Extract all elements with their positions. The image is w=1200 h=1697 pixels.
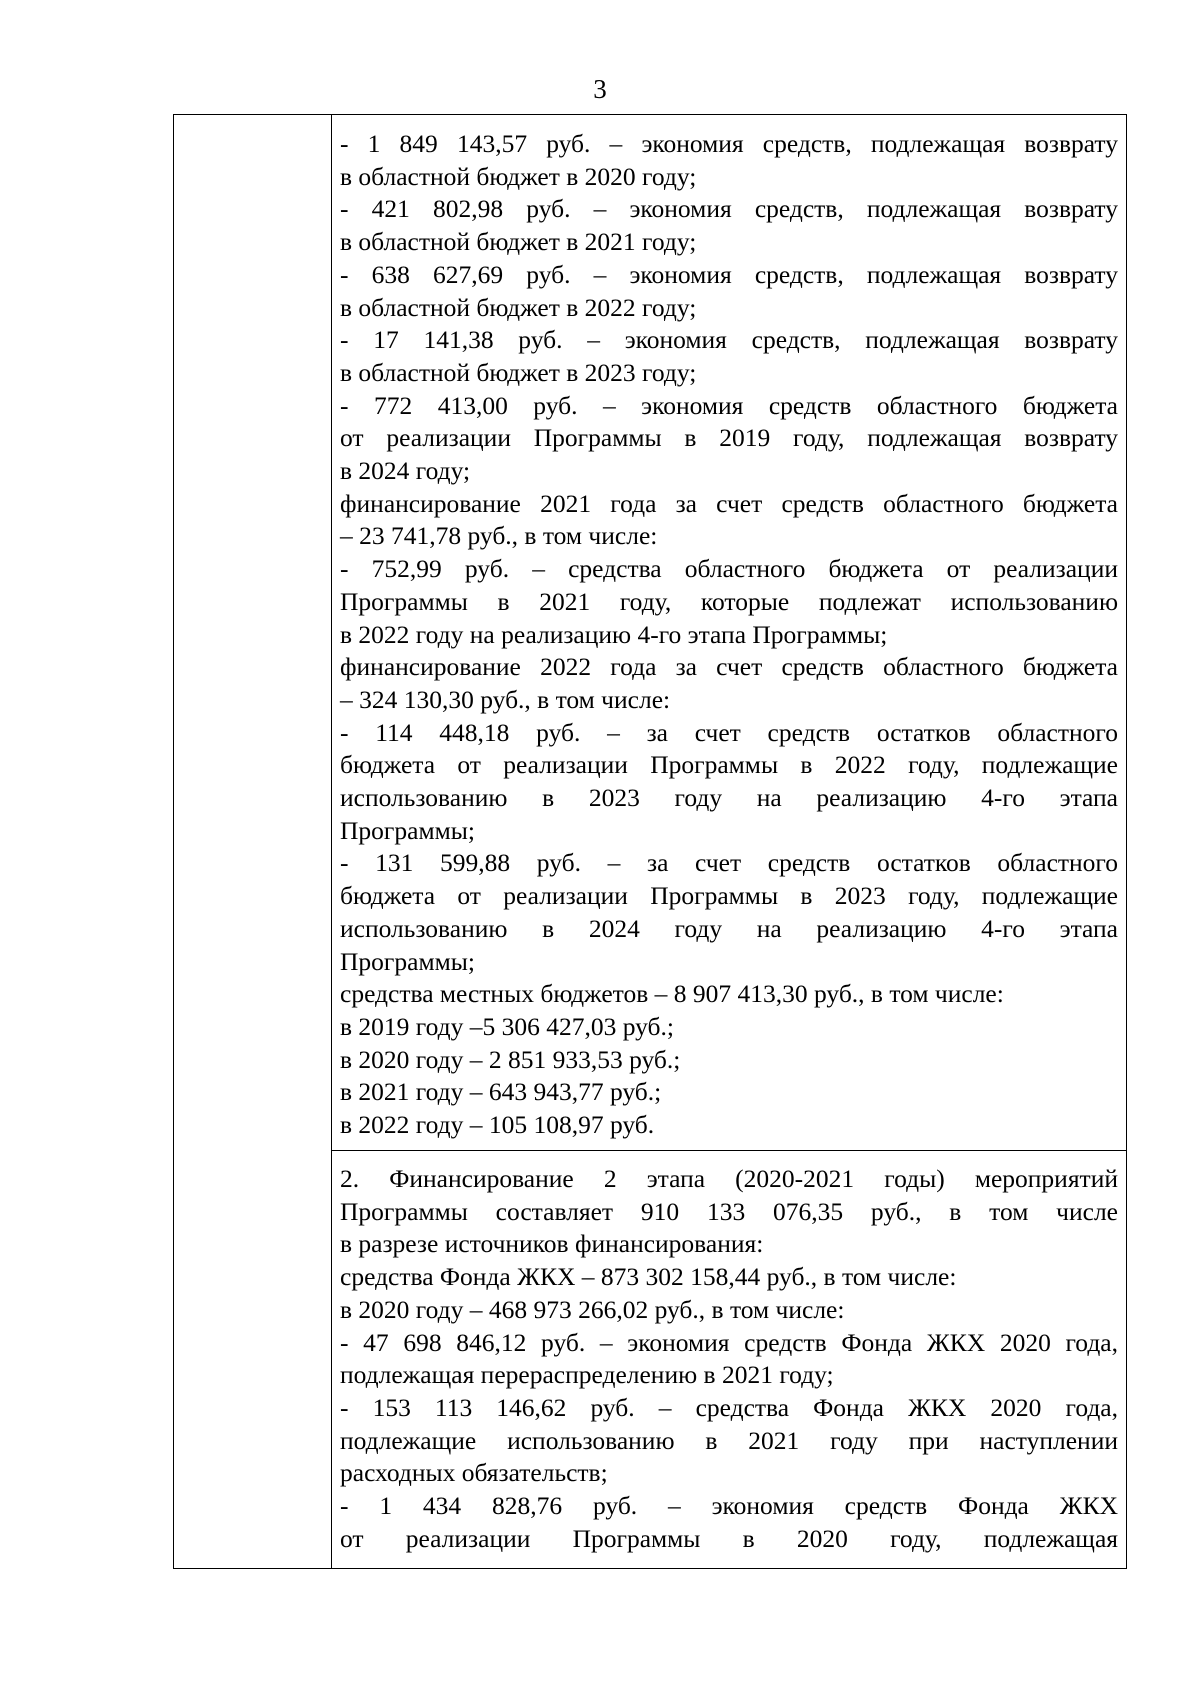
text-line: – 23 741,78 руб., в том числе:: [340, 521, 658, 551]
text-line: - 752,99 руб. – средства областного бюджета от реализации: [340, 554, 1118, 584]
text-line: - 17 141,38 руб. – экономия средств, подлежащая возврату: [340, 325, 1118, 355]
text-line: - 131 599,88 руб. – за счет средств остатков областного: [340, 848, 1118, 878]
text-line: в 2020 году – 468 973 266,02 руб., в том числе:: [340, 1294, 845, 1324]
text-line: - 638 627,69 руб. – экономия средств, подлежащая возврату: [340, 259, 1118, 289]
table-left-column: [174, 115, 332, 1568]
text-line: средства Фонда ЖКХ – 873 302 158,44 руб., в том числе:: [340, 1262, 957, 1292]
text-line: в 2021 году – 643 943,77 руб.;: [340, 1077, 662, 1107]
text-line: - 421 802,98 руб. – экономия средств, подлежащая возврату: [340, 194, 1118, 224]
text-line: расходных обязательств;: [340, 1458, 608, 1488]
text-line: средства местных бюджетов – 8 907 413,30 руб., в том числе:: [340, 979, 1004, 1009]
text-line: в областной бюджет в 2022 году;: [340, 292, 697, 322]
table-cell-stage-2-funding: [340, 1163, 1118, 1555]
text-line: использованию в 2023 году на реализацию 4-го этапа: [340, 783, 1118, 813]
table-cell-funding-details: [340, 128, 1118, 1142]
text-line: в областной бюджет в 2021 году;: [340, 227, 697, 257]
text-line: - 1 434 828,76 руб. – экономия средств Фонда ЖКХ: [340, 1491, 1118, 1521]
text-line: бюджета от реализации Программы в 2023 году, подлежащие: [340, 881, 1118, 911]
text-line: в 2024 году;: [340, 456, 471, 486]
text-line: Программы составляет 910 133 076,35 руб., в том числе: [340, 1196, 1118, 1226]
text-line: - 772 413,00 руб. – экономия средств областного бюджета: [340, 390, 1118, 420]
text-line: - 47 698 846,12 руб. – экономия средств Фонда ЖКХ 2020 года,: [340, 1327, 1118, 1357]
text-line: - 114 448,18 руб. – за счет средств остатков областного: [340, 717, 1118, 747]
text-line: в областной бюджет в 2023 году;: [340, 357, 697, 387]
text-line: бюджета от реализации Программы в 2022 году, подлежащие: [340, 750, 1118, 780]
text-line: Программы в 2021 году, которые подлежат использованию: [340, 586, 1118, 616]
text-line: от реализации Программы в 2020 году, подлежащая: [340, 1523, 1118, 1553]
table-row-divider: [332, 1150, 1126, 1151]
text-line: – 324 130,30 руб., в том числе:: [340, 684, 671, 714]
text-line: - 1 849 143,57 руб. – экономия средств, подлежащая возврату: [340, 129, 1118, 158]
text-line: в разрезе источников финансирования:: [340, 1229, 764, 1259]
page-number: 3: [593, 74, 607, 104]
text-line: в 2022 году – 105 108,97 руб.: [340, 1110, 655, 1140]
text-line: подлежащие использованию в 2021 году при наступлении: [340, 1425, 1118, 1455]
document-table: [173, 114, 1127, 1569]
text-line: от реализации Программы в 2019 году, подлежащая возврату: [340, 423, 1118, 453]
text-line: подлежащая перераспределению в 2021 году;: [340, 1360, 834, 1390]
text-line: финансирование 2022 года за счет средств областного бюджета: [340, 652, 1118, 682]
text-line: Программы;: [340, 946, 475, 976]
text-line: использованию в 2024 году на реализацию 4-го этапа: [340, 913, 1118, 943]
text-line: 2. Финансирование 2 этапа (2020-2021 годы) мероприятий: [340, 1164, 1118, 1193]
text-line: в областной бюджет в 2020 году;: [340, 161, 697, 191]
text-line: в 2022 году на реализацию 4-го этапа Программы;: [340, 619, 888, 649]
text-line: в 2019 году –5 306 427,03 руб.;: [340, 1011, 674, 1041]
text-line: - 153 113 146,62 руб. – средства Фонда ЖКХ 2020 года,: [340, 1392, 1118, 1422]
text-line: в 2020 году – 2 851 933,53 руб.;: [340, 1044, 681, 1074]
text-line: финансирование 2021 года за счет средств областного бюджета: [340, 488, 1118, 518]
text-line: Программы;: [340, 815, 475, 845]
